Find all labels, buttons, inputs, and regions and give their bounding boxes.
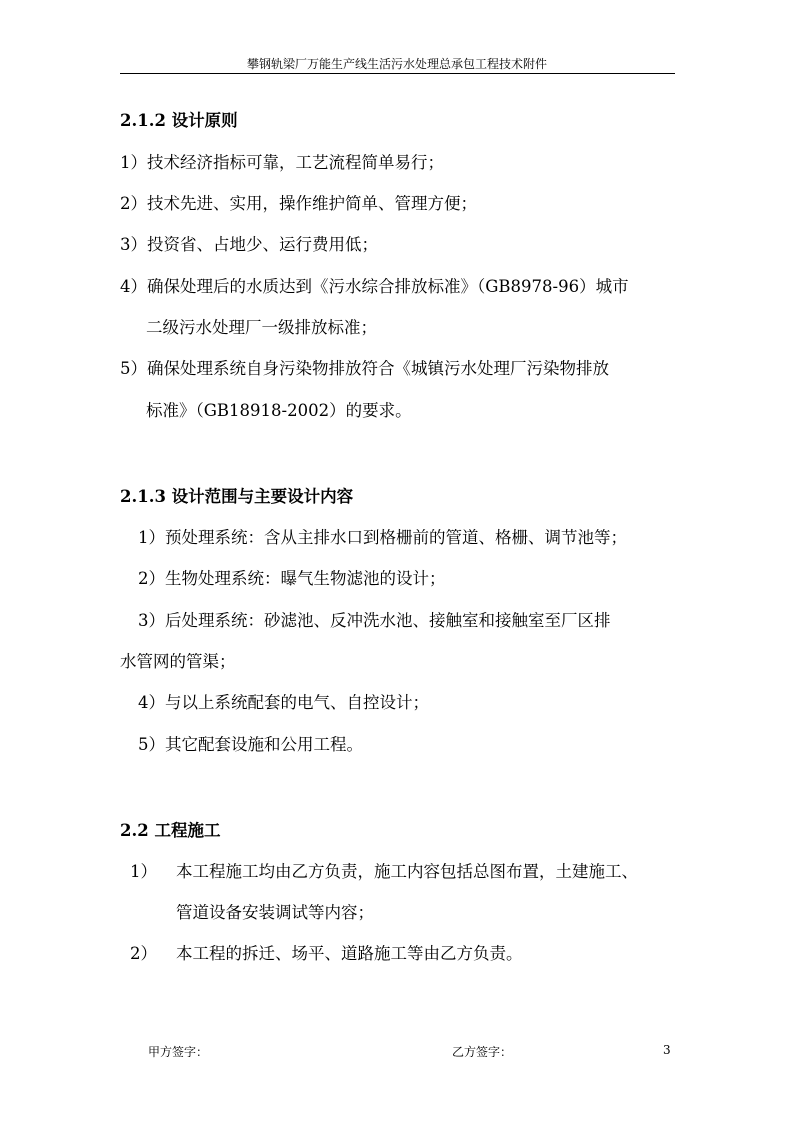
page-number: 3 <box>663 1043 671 1057</box>
scope-line-3-cont: 水管网的管渠； <box>120 652 236 671</box>
construction-item-1-num: 1） <box>130 862 157 881</box>
construction-item-2-text: 本工程的拆迁、场平、道路施工等由乙方负责。 <box>176 944 523 963</box>
principle-line-5: 5）确保处理系统自身污染物排放符合《城镇污水处理厂污染物排放 <box>120 359 609 378</box>
principle-line-5-cont: 标准》（GB18918-2002）的要求。 <box>146 401 412 420</box>
footer-party-a-signature: 甲方签字： <box>148 1045 209 1059</box>
construction-item-1-cont: 管道设备安装调试等内容； <box>176 903 374 922</box>
footer-party-b-signature: 乙方签字： <box>452 1045 513 1059</box>
document-header: 攀钢轨梁厂万能生产线生活污水处理总承包工程技术附件 <box>246 57 547 71</box>
section-heading-design-scope: 2.1.3 设计范围与主要设计内容 <box>120 487 354 506</box>
principle-line-2: 2）技术先进、实用，操作维护简单、管理方便； <box>120 194 477 213</box>
section-heading-design-principles: 2.1.2 设计原则 <box>120 111 238 130</box>
construction-item-2-num: 2） <box>130 944 157 963</box>
construction-item-1-text: 本工程施工均由乙方负责，施工内容包括总图布置，土建施工、 <box>176 862 638 881</box>
principle-line-1: 1）技术经济指标可靠，工艺流程简单易行； <box>120 153 444 172</box>
principle-line-4: 4）确保处理后的水质达到《污水综合排放标准》（GB8978-96）城市 <box>120 277 629 296</box>
section-heading-construction: 2.2 工程施工 <box>120 821 221 840</box>
scope-line-5: 5）其它配套设施和公用工程。 <box>138 735 363 754</box>
scope-line-2: 2）生物处理系统：曝气生物滤池的设计； <box>138 569 446 588</box>
scope-line-3: 3）后处理系统：砂滤池、反冲洗水池、接触室和接触室至厂区排 <box>138 611 611 630</box>
scope-line-4: 4）与以上系统配套的电气、自控设计； <box>138 693 429 712</box>
principle-line-4-cont: 二级污水处理厂一级排放标准； <box>146 318 377 337</box>
header-rule <box>120 73 675 74</box>
principle-line-3: 3）投资省、占地少、运行费用低； <box>120 235 378 254</box>
scope-line-1: 1）预处理系统：含从主排水口到格栅前的管道、格栅、调节池等； <box>138 528 627 547</box>
